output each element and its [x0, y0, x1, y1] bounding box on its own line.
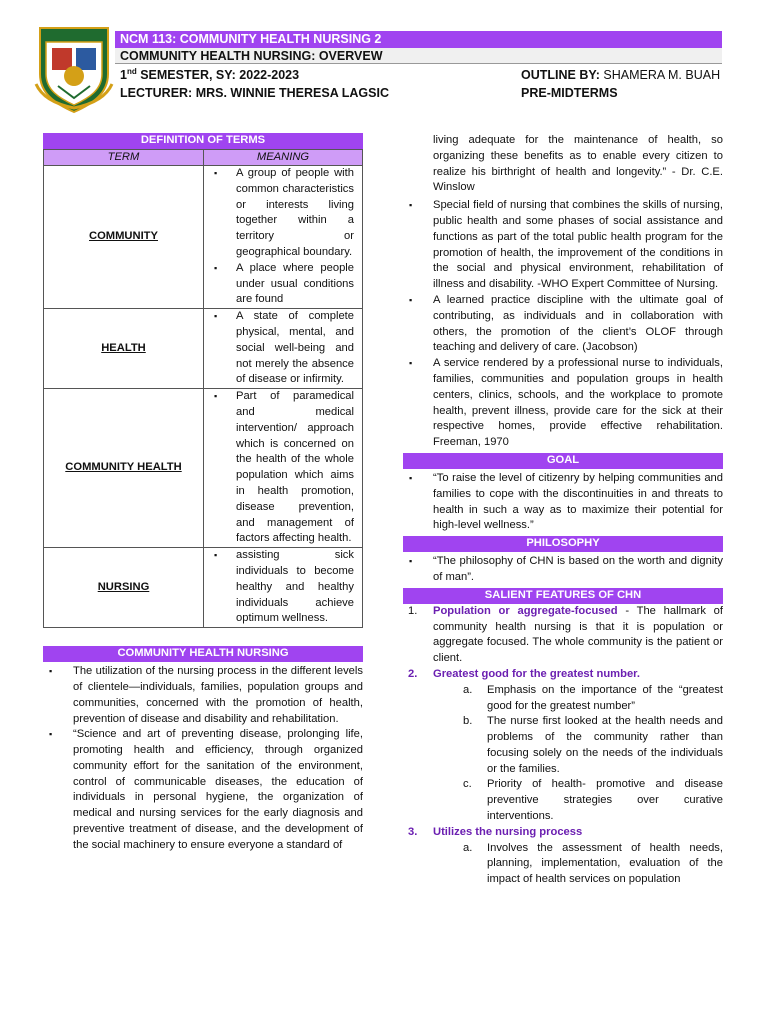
- feature-2-sublist: [403, 683, 723, 825]
- term-period: PRE-MIDTERMS: [521, 86, 618, 100]
- list-item: ▪ A service rendered by a professional nurse to individuals, families, communities and population groups in health centers, clinics, schools, and the workplace to promote health, prevent illness, provide care for the sick at their respective homes, provide effective rehabilitation. Freeman, 1970: [403, 356, 723, 451]
- sub-item: b. The nurse first looked at the health needs and problems of the community rather than focusing solely on the needs of the individuals or the families.: [463, 715, 723, 775]
- list-item: ▪ The utilization of the nursing process in the different levels of clientele—individuals, families, population groups and communities, concerned with the promotion of health, prevention of disease and disability and rehabilitation.: [43, 664, 363, 727]
- sub-item: a. Involves the assessment of health needs, planning, implementation, evaluation of the impact of health services on population: [463, 841, 723, 886]
- meaning-column-header: MEANING: [204, 150, 363, 166]
- list-item: ▪ “The philosophy of CHN is based on the worth and dignity of man”.: [403, 554, 723, 586]
- feature-title: Population or aggregate-focused: [433, 604, 618, 617]
- course-title-bar: NCM 113: COMMUNITY HEALTH NURSING 2: [115, 31, 722, 48]
- feature-title: Utilizes the nursing process: [433, 825, 583, 838]
- feature-3-sublist: [403, 841, 723, 888]
- list-item: ▪ A group of people with common characteristics or interests living together within a territory or geographical boundary.: [214, 166, 354, 261]
- chn-more-definitions-list: [403, 198, 723, 451]
- term-column-header: TERM: [44, 150, 204, 166]
- goal-heading: GOAL: [403, 453, 723, 469]
- list-item: 2. Greatest good for the greatest number. a. Emphasis on the importance of the “greatest good for the greatest number” b. The nurse first looked at the health needs and problems of the community rather than focusing solely on the needs of the individuals or the families. c. Priority of health- promotive and disease preventive strategies over curative interventions.: [403, 667, 723, 825]
- winslow-continuation: living adequate for the maintenance of health, so organizing these benefits as to enable every citizen to realize his birthright of health and longevity.” - Dr. C.E. Winslow: [433, 134, 723, 194]
- outline-by: OUTLINE BY: SHAMERA M. BUAH: [521, 68, 721, 82]
- left-column: [43, 133, 363, 854]
- term-cell: COMMUNITY HEALTH: [44, 389, 204, 548]
- sub-item: c. Priority of health- promotive and disease preventive strategies over curative interventions.: [463, 778, 723, 823]
- salient-features-heading: SALIENT FEATURES OF CHN: [403, 588, 723, 604]
- term-cell: COMMUNITY: [44, 166, 204, 309]
- sub-item: a. Emphasis on the importance of the “greatest good for the greatest number”: [463, 683, 723, 712]
- feature-title: Greatest good for the greatest number.: [433, 667, 641, 680]
- semester-line: 1nd SEMESTER, SY: 2022-2023: [120, 66, 300, 82]
- philosophy-list: [403, 554, 723, 586]
- list-item: ▪ Part of paramedical and medical intervention/ approach which is concerned on the health of the whole population which aims in health promotion, disease prevention, and management of factors affecting health.: [214, 389, 354, 547]
- topic-title-bar: COMMUNITY HEALTH NURSING: OVERVEW: [115, 48, 722, 64]
- table-row: [44, 166, 363, 309]
- list-item: ▪ “Science and art of preventing disease, prolonging life, promoting health and efficiency, through organized community effort for the sanitation of the environment, control of communicable diseases, the education of individuals in personal hygiene, the organization of medical and nursing services for the early diagnosis and preventive treatment of disease, and the development of the social machinery to ensure everyone a standard of: [43, 727, 363, 853]
- right-column: [403, 133, 723, 888]
- salient-features-list: [403, 604, 723, 888]
- chn-heading: COMMUNITY HEALTH NURSING: [43, 646, 363, 662]
- list-item: ▪ assisting sick individuals to become healthy and healthy individuals achieve optimum wellness.: [214, 548, 354, 627]
- list-item: ▪ “To raise the level of citizenry by helping communities and families to cope with the discontinuities in and threats to health in such a way as to maximize their potential for high-level wellness.”: [403, 471, 723, 534]
- university-logo: [34, 24, 114, 114]
- list-item: ▪ A place where people under usual conditions are found: [214, 261, 354, 308]
- list-item: 3. Utilizes the nursing process a. Involves the assessment of health needs, planning, implementation, evaluation of the impact of health services on population: [403, 825, 723, 888]
- list-item: 1. Population or aggregate-focused - The hallmark of community health nursing is that it is population or aggregate focused. The whole community is the patient or client.: [408, 604, 723, 665]
- philosophy-heading: PHILOSOPHY: [403, 536, 723, 552]
- goal-list: [403, 471, 723, 534]
- term-cell: NURSING: [44, 548, 204, 628]
- table-row: [44, 309, 363, 389]
- term-cell: HEALTH: [44, 309, 204, 389]
- lecturer-line: LECTURER: MRS. WINNIE THERESA LAGSIC: [120, 86, 389, 100]
- definition-of-terms-heading: DEFINITION OF TERMS: [43, 133, 363, 149]
- definitions-table: [43, 149, 363, 628]
- table-row: [44, 548, 363, 628]
- list-item: ▪ A state of complete physical, mental, and social well-being and not merely the absence of disease or infirmity.: [214, 309, 354, 388]
- list-item: ▪ Special field of nursing that combines the skills of nursing, public health and some phases of social assistance and functions as part of the total public health program for the promotion of health, the improvement of the conditions in the social and physical environment, rehabilitation of illness and disability. -WHO Expert Committee of Nursing.: [403, 198, 723, 293]
- chn-definitions-list: [43, 664, 363, 854]
- list-item: ▪ A learned practice discipline with the ultimate goal of contributing, as individuals and in collaboration with others, the promotion of the client’s OLOF through teaching and delivery of care. (Jacobson): [403, 293, 723, 356]
- table-row: [44, 389, 363, 548]
